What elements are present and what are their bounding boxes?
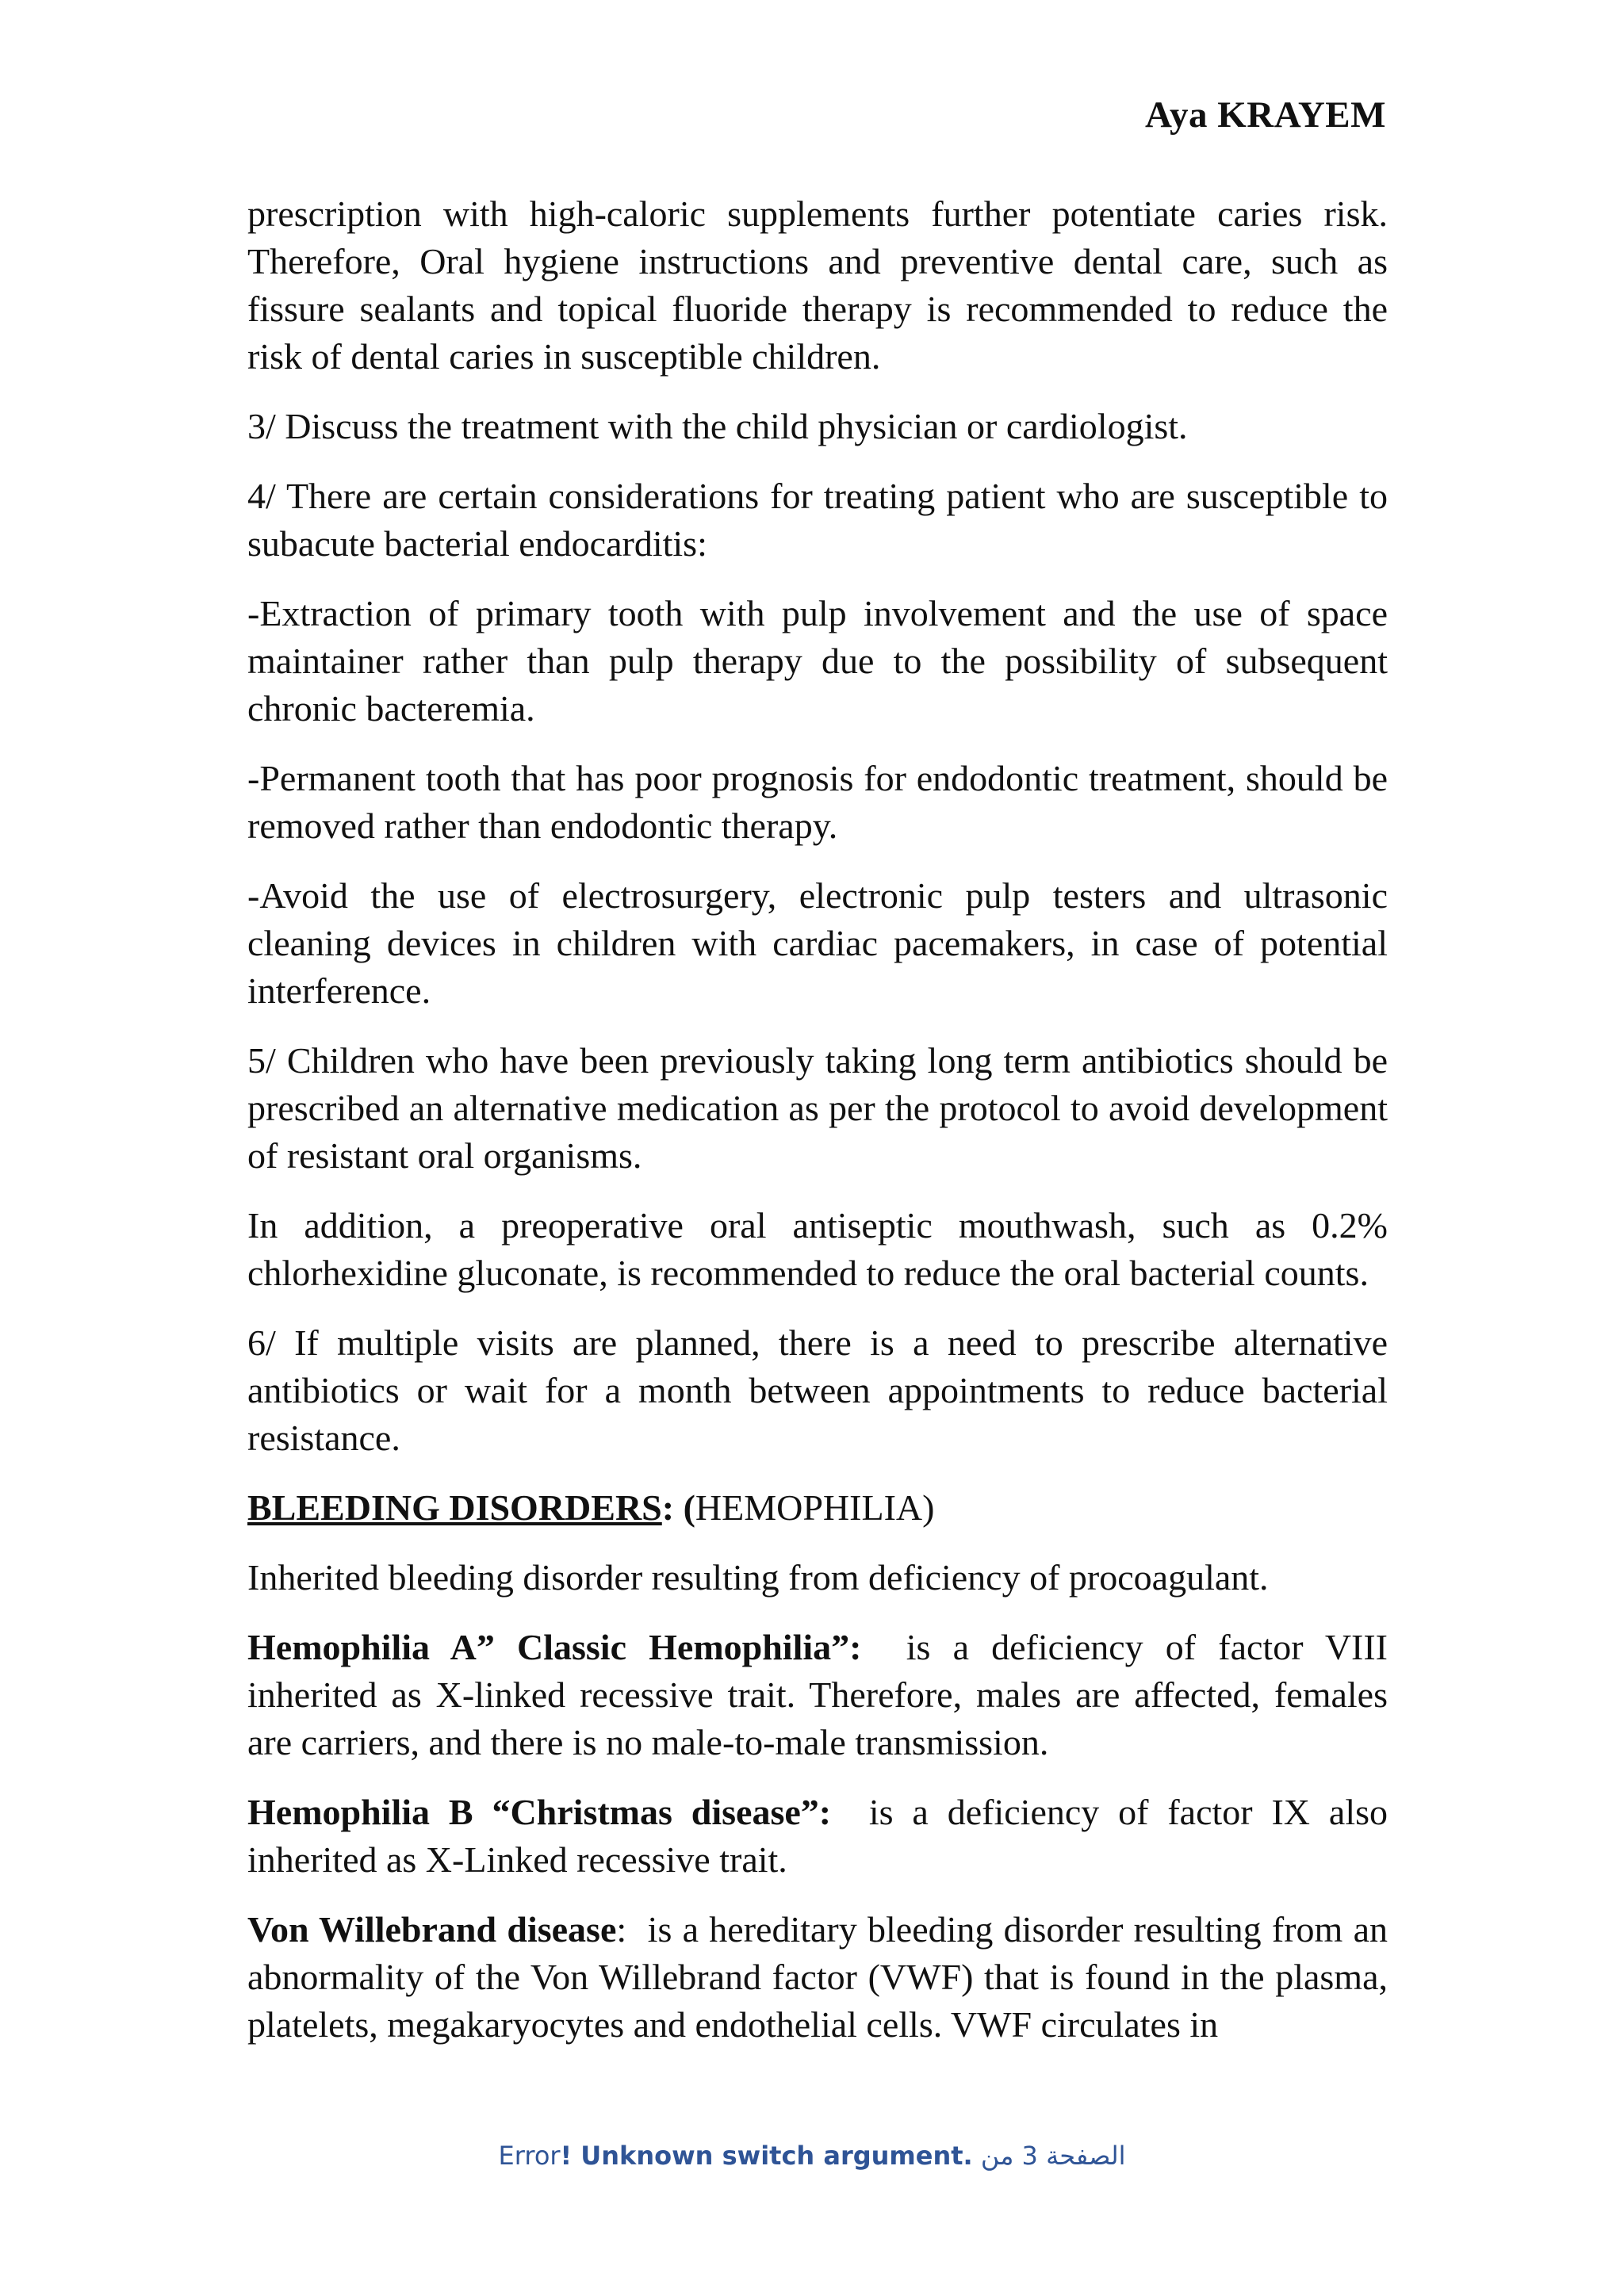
- section-heading-title: BLEEDING DISORDERS: [247, 1487, 662, 1528]
- paragraph-hemophilia-a: [247, 1624, 1397, 1766]
- paragraph-von-willebrand: [247, 1906, 1397, 2049]
- term-hemophilia-a: Hemophilia A” Classic Hemophilia”:: [247, 1627, 862, 1667]
- document-body: [247, 190, 1397, 2071]
- footer-error-message: ! Unknown switch argument.: [560, 2141, 973, 2171]
- paragraph-avoid-electrosurgery: -Avoid the use of electrosurgery, electronic pulp testers and ultrasonic cleaning devices in children with cardiac pacemakers, in case of potential interference.: [247, 875, 1388, 1011]
- paragraph-hemophilia-b: [247, 1789, 1397, 1884]
- paragraph-mouthwash: In addition, a preoperative oral antiseptic mouthwash, such as 0.2% chlorhexidine gluconate, is recommended to reduce the oral bacterial counts.: [247, 1205, 1388, 1293]
- text-von-willebrand: : is a hereditary bleeding disorder resulting from an abnormality of the Von Willebrand factor (VWF) that is found in the plasma, platelets, megakaryocytes and endothelial cells. VWF circulates in: [247, 1909, 1397, 2045]
- term-hemophilia-b: Hemophilia B “Christmas disease”:: [247, 1792, 832, 1832]
- section-heading-subtitle: HEMOPHILIA): [695, 1487, 935, 1528]
- paragraph-permanent-tooth: -Permanent tooth that has poor prognosis for endodontic treatment, should be removed rather than endodontic therapy.: [247, 758, 1388, 846]
- paragraph-antibiotics: 5/ Children who have been previously taking long term antibiotics should be prescribed an alternative medication as per the protocol to avoid development of resistant oral organisms.: [247, 1040, 1388, 1176]
- author-header: Aya KRAYEM: [1145, 94, 1386, 136]
- paragraph-caries-risk: prescription with high-caloric supplements further potentiate caries risk. Therefore, Oral hygiene instructions and preventive dental care, such as fissure sealants and topical fluoride therapy is recommended to reduce the risk of dental caries in susceptible children.: [247, 193, 1388, 377]
- paragraph-intro: Inherited bleeding disorder resulting from deficiency of procoagulant.: [247, 1557, 1269, 1598]
- page-footer: [0, 2141, 1624, 2171]
- paragraph-multiple-visits: 6/ If multiple visits are planned, there is a need to prescribe alternative antibiotics or wait for a month between appointments to reduce bacterial resistance.: [247, 1322, 1388, 1458]
- paragraph-discuss-treatment: 3/ Discuss the treatment with the child physician or cardiologist.: [247, 406, 1188, 446]
- section-heading-colon: : (: [661, 1487, 695, 1528]
- footer-page-label: الصفحة 3 من: [980, 2141, 1126, 2171]
- text-hemophilia-a: is a deficiency of factor VIII inherited as X-linked recessive trait. Therefore, males are affected, females are carriers, and there is no male-to-male transmission.: [247, 1627, 1397, 1762]
- paragraph-extraction: -Extraction of primary tooth with pulp involvement and the use of space maintainer rather than pulp therapy due to the possibility of subsequent chronic bacteremia.: [247, 593, 1388, 729]
- paragraph-considerations: 4/ There are certain considerations for treating patient who are susceptible to subacute bacterial endocarditis:: [247, 476, 1388, 564]
- section-heading: [247, 1484, 1388, 1532]
- text-hemophilia-b: is a deficiency of factor IX also inherited as X-Linked recessive trait.: [247, 1792, 1397, 1880]
- term-von-willebrand: Von Willebrand disease: [247, 1909, 617, 1950]
- footer-error-prefix: Error: [498, 2141, 561, 2171]
